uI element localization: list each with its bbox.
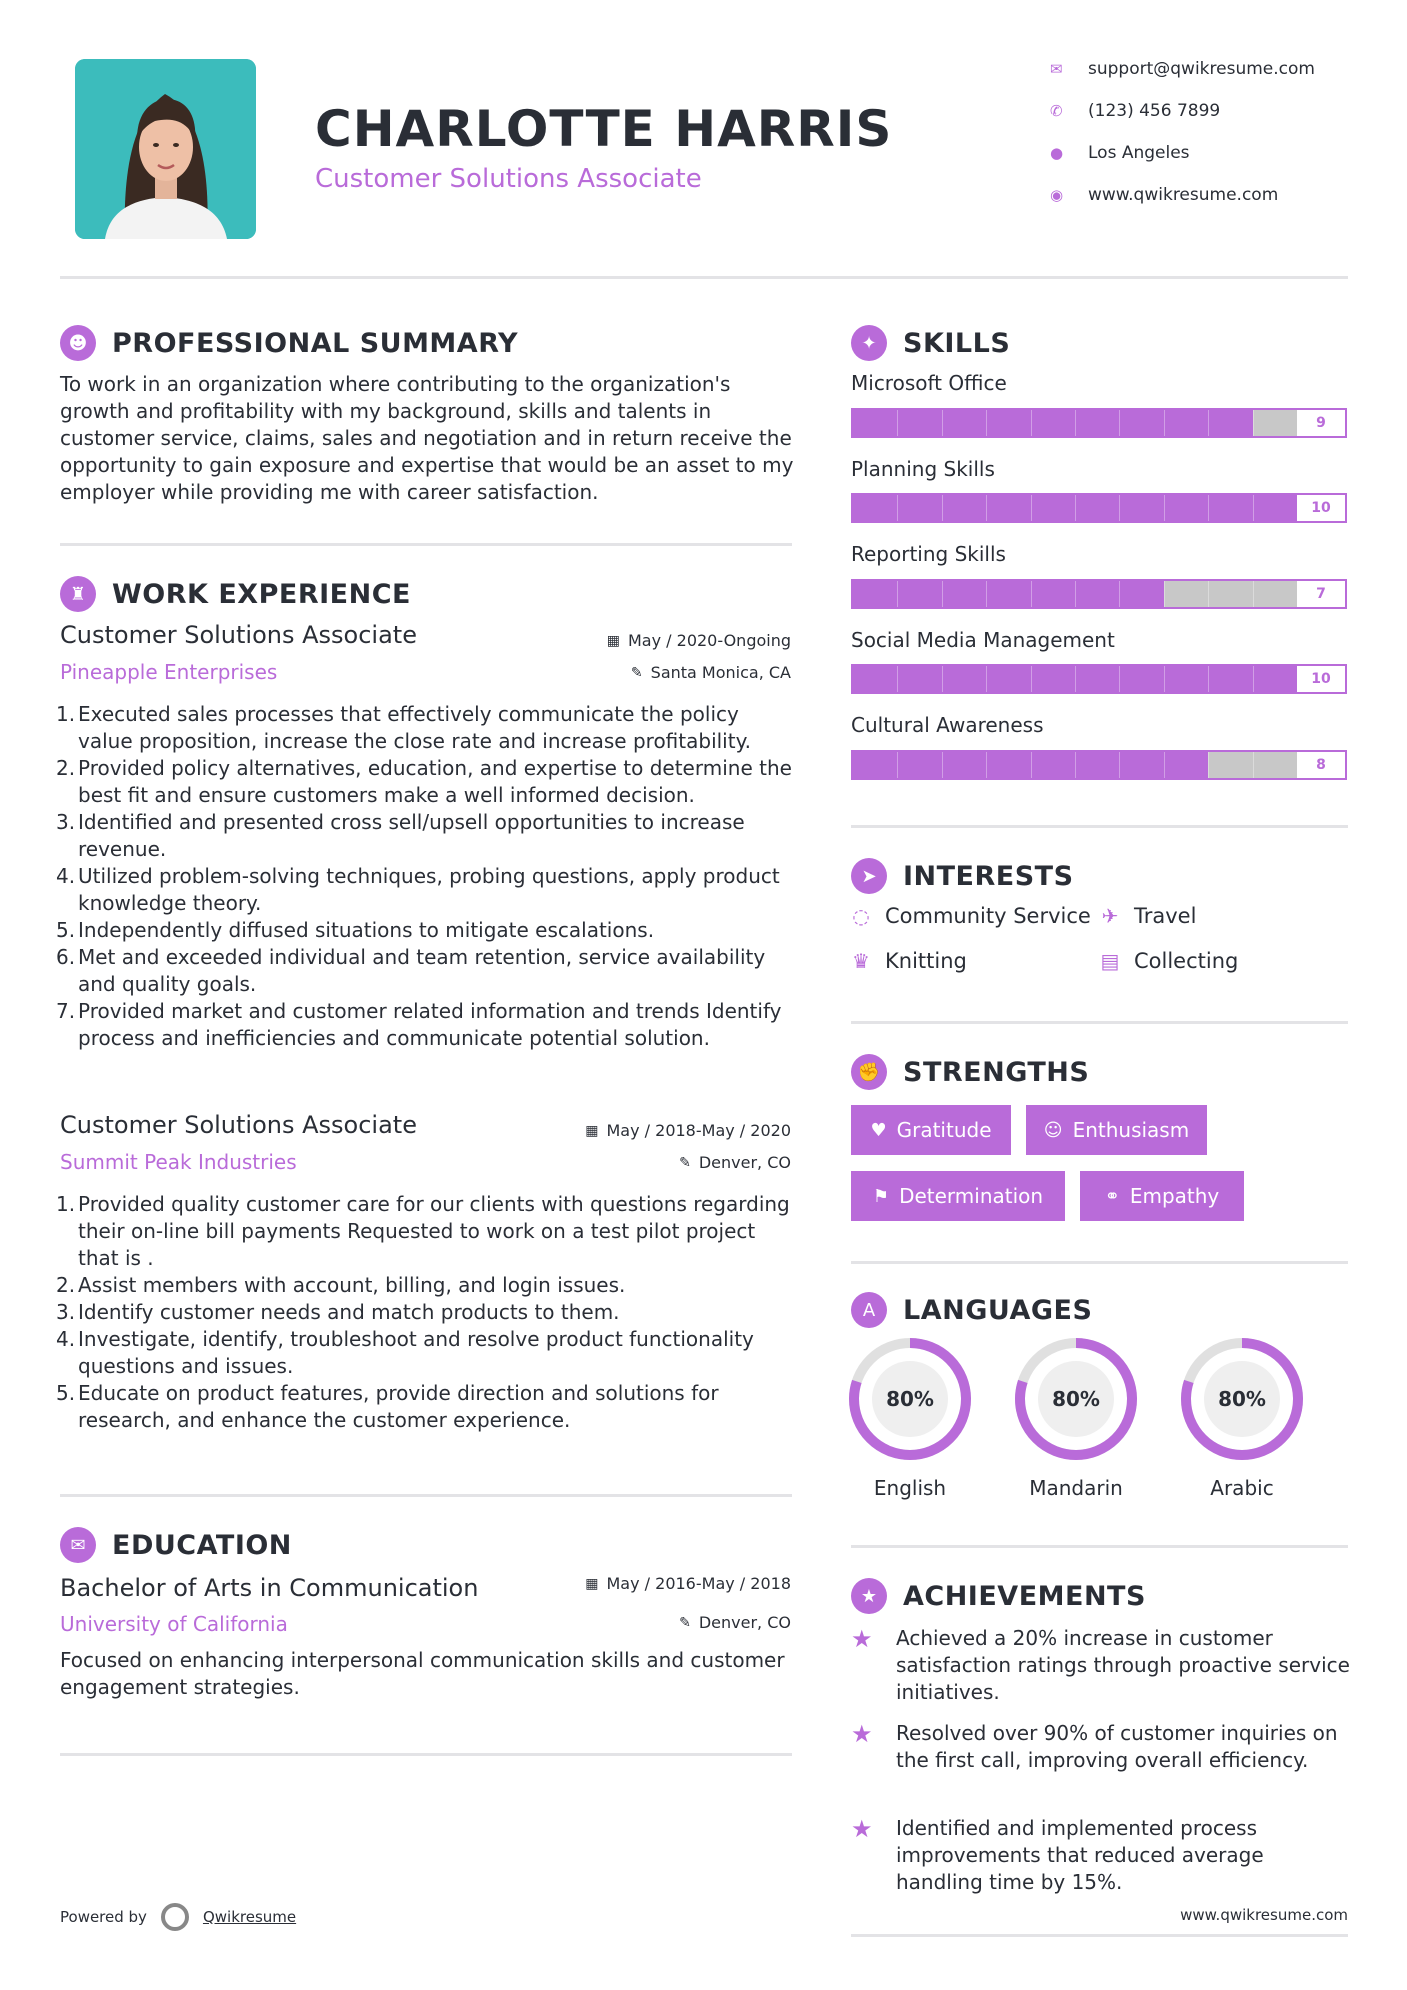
achievement-1-text: Achieved a 20% increase in customer satisfaction ratings through proactive service initiatives.	[896, 1626, 1350, 1704]
interest-2-label: Travel	[1134, 904, 1197, 928]
profile-photo	[75, 59, 256, 239]
job-2-dates-text: May / 2018-May / 2020	[606, 1121, 791, 1140]
paper-plane-icon: ➤	[851, 858, 887, 894]
candidate-title: Customer Solutions Associate	[315, 164, 702, 194]
education-school: University of California	[60, 1612, 288, 1636]
heart-icon: ♥	[870, 1119, 887, 1141]
skill-segment-divider	[1031, 581, 1032, 607]
skill-segment-divider	[897, 495, 898, 521]
education-location	[679, 1613, 791, 1632]
education-description: Focused on enhancing interpersonal communication skills and customer engagement strategies.	[60, 1648, 785, 1699]
summary-text: To work in an organization where contributing to the organization's growth and profitability with my background, skills and talents in customer service, claims, sales and negotiation and in return receive the opportunity to gain exposure and expertise that would be an asset to my employer while providing me with career satisfaction.	[60, 372, 794, 504]
summary-heading	[60, 325, 518, 361]
skill-segment-divider	[1075, 666, 1076, 692]
language-2-gauge	[1011, 1334, 1141, 1464]
skill-segment-divider	[942, 495, 943, 521]
calendar-icon: ▦	[585, 1575, 599, 1592]
education-degree: Bachelor of Arts in Communication	[60, 1574, 479, 1602]
skill-1-bar	[851, 408, 1347, 438]
candidate-name: CHARLOTTE HARRIS	[315, 100, 893, 158]
qwikresume-logo-icon	[161, 1903, 189, 1931]
skill-segment-divider	[942, 581, 943, 607]
skill-segment-divider	[986, 666, 987, 692]
contact-email-text: support@qwikresume.com	[1088, 59, 1315, 79]
skill-segment-divider	[1208, 495, 1209, 521]
lightbulb-icon: ✦	[851, 325, 887, 361]
strength-2-label: Enthusiasm	[1072, 1118, 1190, 1142]
calendar-icon: ▦	[585, 1122, 599, 1139]
skill-segment-divider	[1208, 666, 1209, 692]
list-item: 2. Assist members with account, billing, and login issues.	[56, 1273, 626, 1297]
skill-segment-divider	[1253, 752, 1254, 778]
interest-4	[1100, 949, 1238, 973]
interest-2	[1100, 904, 1196, 928]
skills-title: SKILLS	[903, 327, 1011, 359]
achievement-2-text: Resolved over 90% of customer inquiries on the first call, improving overall efficiency.	[896, 1721, 1338, 1772]
skill-segment-divider	[1164, 752, 1165, 778]
skill-segment-divider	[897, 581, 898, 607]
skill-segment-divider	[1031, 410, 1032, 436]
achievements-title: ACHIEVEMENTS	[903, 1580, 1146, 1612]
graduation-icon: ✉	[60, 1527, 96, 1563]
user-icon: ☻	[60, 325, 96, 361]
job-1-location-text: Santa Monica, CA	[650, 663, 791, 682]
map-pin-icon: ●	[1050, 144, 1064, 162]
language-3-name: Arabic	[1210, 1476, 1274, 1500]
skill-2-label: Planning Skills	[851, 457, 995, 481]
contact-phone-text: (123) 456 7899	[1088, 101, 1221, 121]
education-title: EDUCATION	[112, 1529, 292, 1561]
job-1-dates-text: May / 2020-Ongoing	[628, 631, 791, 650]
job-2-company: Summit Peak Industries	[60, 1150, 297, 1174]
phone-icon: ✆	[1050, 102, 1063, 120]
strengths-divider	[851, 1261, 1348, 1264]
skill-4-score: 10	[1297, 666, 1345, 692]
skill-4-label: Social Media Management	[851, 628, 1115, 652]
skill-segment-divider	[1208, 752, 1209, 778]
skill-segment-divider	[1253, 495, 1254, 521]
experience-title: WORK EXPERIENCE	[112, 578, 411, 610]
achievements-heading	[851, 1578, 1146, 1614]
skill-segment-divider	[1253, 666, 1254, 692]
skill-5-bar	[851, 750, 1347, 780]
skill-segment-divider	[1075, 581, 1076, 607]
language-1-gauge	[845, 1334, 975, 1464]
skill-segment-divider	[1031, 752, 1032, 778]
skill-segment-divider	[1119, 495, 1120, 521]
achievement-3-text: Identified and implemented process improvements that reduced average handling time by 15%.	[896, 1816, 1264, 1894]
interests-divider	[851, 1021, 1348, 1024]
summary-divider	[60, 543, 792, 546]
envelope-icon: ✉	[1050, 60, 1063, 78]
skill-segment-divider	[1075, 752, 1076, 778]
strengths-heading	[851, 1054, 1089, 1090]
skill-segment-divider	[1119, 752, 1120, 778]
job-1-dates	[607, 631, 791, 650]
smiley-icon: ☺	[1043, 1119, 1063, 1141]
skill-1-score: 9	[1297, 410, 1345, 436]
skill-segment-divider	[1075, 410, 1076, 436]
interest-4-label: Collecting	[1134, 949, 1239, 973]
experience-divider	[60, 1494, 792, 1497]
summary-title: PROFESSIONAL SUMMARY	[112, 327, 519, 359]
pin-icon: ✎	[630, 664, 643, 681]
list-item: 4. Utilized problem-solving techniques, probing questions, apply product knowledge theory.	[56, 864, 780, 915]
experience-heading	[60, 576, 411, 612]
language-2-name: Mandarin	[1029, 1476, 1123, 1500]
education-divider	[60, 1753, 792, 1756]
job-1-role: Customer Solutions Associate	[60, 621, 417, 649]
star-icon: ★	[851, 1625, 873, 1653]
globe-icon: ◉	[1050, 186, 1064, 204]
list-item: 5. Independently diffused situations to mitigate escalations.	[56, 918, 655, 942]
skill-3-label: Reporting Skills	[851, 542, 1006, 566]
skill-segment-divider	[1119, 410, 1120, 436]
skill-segment-divider	[1253, 581, 1254, 607]
strength-1-label: Gratitude	[896, 1118, 992, 1142]
flag-icon: ⚑	[872, 1185, 890, 1207]
interest-1-label: Community Service	[885, 904, 1091, 928]
language-3-gauge	[1177, 1334, 1307, 1464]
list-item: 2. Provided policy alternatives, education, and expertise to determine the best fit and ensure customers make a well informed decision.	[56, 756, 792, 807]
header-divider	[60, 276, 1348, 279]
skill-2-score: 10	[1297, 495, 1345, 521]
job-1-company: Pineapple Enterprises	[60, 660, 278, 684]
skills-heading	[851, 325, 1010, 361]
job-1-bullets	[56, 701, 798, 1052]
job-2-location	[679, 1153, 791, 1172]
skill-3-score: 7	[1297, 581, 1345, 607]
strength-tag-3	[851, 1171, 1065, 1221]
interests-heading	[851, 858, 1074, 894]
handshake-icon: ⚭	[1104, 1185, 1120, 1207]
languages-title: LANGUAGES	[903, 1294, 1093, 1326]
strength-3-label: Determination	[899, 1184, 1044, 1208]
powered-by	[60, 1903, 296, 1931]
achievement-3	[851, 1815, 1351, 1896]
achievements-divider	[851, 1934, 1348, 1937]
strength-tag-1	[851, 1105, 1011, 1155]
list-item: 7. Provided market and customer related information and trends Identify process and inefficiencies and communicate potential solution.	[56, 999, 782, 1050]
strengths-title: STRENGTHS	[903, 1056, 1090, 1088]
skill-segment-divider	[986, 410, 987, 436]
skill-segment-divider	[1119, 581, 1120, 607]
list-item: 6. Met and exceeded individual and team retention, service availability and quality goals.	[56, 945, 766, 996]
strength-4-label: Empathy	[1129, 1184, 1220, 1208]
language-3-percent: 80%	[1218, 1387, 1266, 1411]
brand-link[interactable]: Qwikresume	[202, 1908, 297, 1926]
pin-icon: ✎	[679, 1614, 691, 1631]
list-item: 5. Educate on product features, provide direction and solutions for research, and enhance the customer experience.	[56, 1381, 719, 1432]
interests-title: INTERESTS	[903, 860, 1074, 892]
star-badge-icon: ★	[851, 1578, 887, 1614]
pin-icon: ✎	[679, 1154, 691, 1171]
star-icon: ★	[851, 1720, 873, 1748]
skill-1-fill	[853, 410, 1253, 436]
skill-segment-divider	[1164, 581, 1165, 607]
job-2-location-text: Denver, CO	[698, 1153, 791, 1172]
skill-segment-divider	[986, 581, 987, 607]
skill-segment-divider	[986, 752, 987, 778]
job-1-location	[631, 663, 791, 682]
archive-box-icon: ▤	[1100, 949, 1120, 973]
skill-segment-divider	[897, 752, 898, 778]
language-3	[1177, 1334, 1307, 1500]
trophy-icon: ♛	[852, 949, 870, 973]
language-1	[845, 1334, 975, 1500]
list-item: 3. Identify customer needs and match products to them.	[56, 1300, 620, 1324]
list-item: 1. Executed sales processes that effectively communicate the policy value proposition, increase the close rate and increase profitability.	[56, 702, 751, 753]
skill-segment-divider	[1031, 495, 1032, 521]
skills-divider	[851, 825, 1348, 828]
skill-segment-divider	[1208, 410, 1209, 436]
skill-2-bar	[851, 493, 1347, 523]
office-chair-icon: ♜	[60, 576, 96, 612]
skill-segment-divider	[897, 666, 898, 692]
skill-segment-divider	[942, 410, 943, 436]
languages-divider	[851, 1545, 1348, 1548]
skill-5-label: Cultural Awareness	[851, 713, 1044, 737]
contact-location	[1050, 138, 1350, 168]
contact-phone[interactable]	[1050, 96, 1350, 126]
calendar-icon: ▦	[606, 632, 620, 649]
interest-1	[851, 904, 1091, 928]
star-icon: ★	[851, 1815, 873, 1843]
education-dates-text: May / 2016-May / 2018	[606, 1574, 791, 1593]
skill-1-label: Microsoft Office	[851, 371, 1007, 395]
language-2	[1011, 1334, 1141, 1500]
powered-by-label: Powered by	[60, 1908, 147, 1926]
skill-segment-divider	[1164, 410, 1165, 436]
contact-website-text: www.qwikresume.com	[1088, 185, 1279, 205]
skill-segment-divider	[1208, 581, 1209, 607]
education-location-text: Denver, CO	[698, 1613, 791, 1632]
list-item: 3. Identified and presented cross sell/upsell opportunities to increase revenue.	[56, 810, 745, 861]
skill-segment-divider	[1164, 495, 1165, 521]
plane-icon: ✈	[1101, 904, 1119, 928]
contact-email[interactable]	[1050, 54, 1350, 84]
skill-4-bar	[851, 664, 1347, 694]
job-2-dates	[585, 1121, 791, 1140]
language-card-icon: A	[851, 1292, 887, 1328]
language-2-percent: 80%	[1052, 1387, 1100, 1411]
skill-segment-divider	[897, 410, 898, 436]
skill-segment-divider	[1164, 666, 1165, 692]
shield-outline-icon: ◌	[852, 904, 870, 928]
skill-5-score: 8	[1297, 752, 1345, 778]
portrait-photo	[75, 59, 256, 239]
achievement-2	[851, 1720, 1351, 1774]
language-1-name: English	[873, 1476, 947, 1500]
education-heading	[60, 1527, 292, 1563]
languages-heading	[851, 1292, 1092, 1328]
strength-tag-4	[1080, 1171, 1244, 1221]
skill-segment-divider	[942, 666, 943, 692]
skill-segment-divider	[1031, 666, 1032, 692]
contact-website[interactable]	[1050, 180, 1350, 210]
skill-segment-divider	[942, 752, 943, 778]
footer-website[interactable]: www.qwikresume.com	[1180, 1906, 1348, 1924]
interest-3	[851, 949, 967, 973]
list-item: 1. Provided quality customer care for our clients with questions regarding their on-line bill payments Requested to work on a test pilot project that is .	[56, 1192, 790, 1270]
skill-segment-divider	[1253, 410, 1254, 436]
skill-segment-divider	[1075, 495, 1076, 521]
skill-segment-divider	[986, 495, 987, 521]
strength-tag-2	[1026, 1105, 1207, 1155]
achievement-1	[851, 1625, 1351, 1706]
education-dates	[585, 1574, 791, 1593]
job-2-role: Customer Solutions Associate	[60, 1111, 417, 1139]
job-2-bullets	[56, 1191, 798, 1434]
skill-3-fill	[853, 581, 1164, 607]
fist-icon: ✊	[851, 1054, 887, 1090]
skill-3-bar	[851, 579, 1347, 609]
contact-location-text: Los Angeles	[1088, 143, 1190, 163]
interest-3-label: Knitting	[885, 949, 967, 973]
language-1-percent: 80%	[886, 1387, 934, 1411]
skill-segment-divider	[1119, 666, 1120, 692]
list-item: 4. Investigate, identify, troubleshoot and resolve product functionality questions and issues.	[56, 1327, 754, 1378]
